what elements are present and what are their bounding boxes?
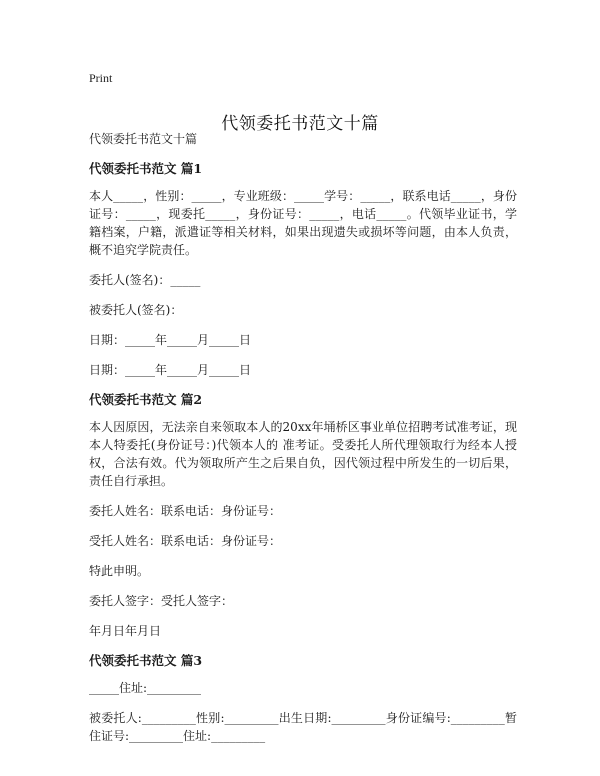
intro-line: 代领委托书范文十篇 (89, 132, 198, 146)
paragraph: 委托人签字：受托人签字： (89, 594, 234, 608)
paragraph: 本人因原因，无法亲自来领取本人的20xx年埇桥区事业单位招聘考试准考证，现本人特委托(身份证号：)代领本人的 准考证。受委托人所代理领取行为经本人授权，合法有效。代为领取所产生之后果自负，因代领过程中所发生的一切后果，责任自行承担。 (89, 420, 517, 488)
paragraph: 受托人姓名：联系电话：身份证号： (89, 534, 282, 548)
paragraph: 年月日年月日 (89, 624, 162, 638)
paragraph: 委托人姓名：联系电话：身份证号： (89, 504, 282, 518)
section-heading: 代领委托书范文 篇1 (89, 161, 203, 176)
section-heading: 代领委托书范文 篇2 (89, 392, 203, 407)
paragraph: _____住址:_________ (89, 681, 202, 695)
paragraph: 被委托人:_________性别:_________出生日期:_________身份证编号:_________暂住证号:_________住址:_________ (89, 711, 517, 743)
paragraph: 本人_____，性别：_____，专业班级：_____学号：_____，联系电话_____，身份证号：_____，现委托_____，身份证号：_____，电话_____。代领毕业证书，学籍档案，户籍，派遣证等相关材料，如果出现遗失或损坏等问题，由本人负责，概不追究学院责任。 (89, 189, 517, 257)
print-label: Print (89, 71, 113, 85)
section-heading: 代领委托书范文 篇3 (89, 653, 203, 668)
document-body (89, 130, 517, 757)
paragraph: 特此申明。 (89, 564, 150, 578)
paragraph: 日期：_____年_____月_____日 (89, 363, 252, 377)
page-title: 代领委托书范文十篇 (221, 114, 379, 135)
paragraph: 日期：_____年_____月_____日 (89, 333, 252, 347)
paragraph: 被委托人(签名)： (89, 303, 183, 317)
paragraph: 委托人(签名)：_____ (89, 273, 201, 287)
